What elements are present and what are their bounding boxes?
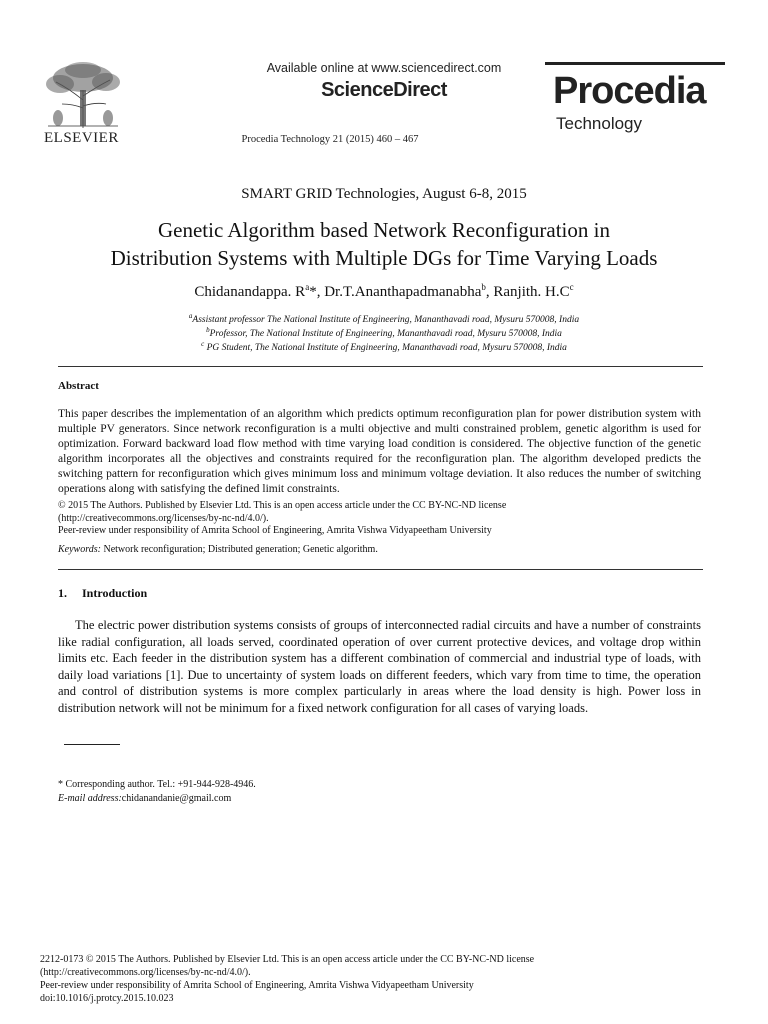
introduction-body: The electric power distribution systems consists of groups of interconnected radial circuits and have a number of constraints like radial configuration, all loads served, coordinated operation of over current protective devices, and voltage drop within limits etc. Each feeder in the distribution system has a different combination of commercial and industrial type of loads, with daily load variations [1]. Due to uncertainty of system loads on different feeders, which vary from time to time, the operation and control of distribution systems is more complex particularly in areas where the load density is high. Power loss in distribution network will not be minimum for a fixed network configuration for all cases of varying loads. xyxy=(58,618,701,715)
copyright-line-1: © 2015 The Authors. Published by Elsevier Ltd. This is an open access article under the CC BY-NC-ND license xyxy=(58,500,507,511)
license-link[interactable]: (http://creativecommons.org/licenses/by-nc-nd/4.0/). xyxy=(58,513,269,524)
footnote-rule xyxy=(64,744,120,745)
affiliation-a xyxy=(0,312,768,325)
affiliation-a-sup: a xyxy=(188,312,193,320)
affiliation-b xyxy=(0,326,768,339)
conference-line: SMART GRID Technologies, August 6-8, 2015 xyxy=(241,186,527,202)
author-2-sup: b xyxy=(481,282,486,292)
section-number: 1. xyxy=(58,586,67,600)
paper-title xyxy=(40,216,728,272)
footer-peer-review: Peer-review under responsibility of Amrita School of Engineering, Amrita Vishwa Vidyapeetham University xyxy=(40,980,474,991)
journal-logo-sub: Technology xyxy=(556,114,643,133)
sciencedirect-logo: ScienceDirect xyxy=(321,79,447,101)
section-heading-introduction xyxy=(58,586,147,601)
affiliation-c xyxy=(0,340,768,353)
author-1-sup: a xyxy=(305,282,310,292)
email-label: E-mail address: xyxy=(58,793,122,804)
affiliation-b-text: Professor, The National Institute of Engineering, Mananthavadi road, Mysuru 570008, India xyxy=(209,329,562,340)
affiliation-a-text: Assistant professor The National Institute of Engineering, Mananthavadi road, Mysuru 570008, India xyxy=(192,315,580,326)
email-note xyxy=(58,793,231,804)
footer-copyright: 2212-0173 © 2015 The Authors. Published by Elsevier Ltd. This is an open access article under the CC BY-NC-ND license xyxy=(40,954,535,965)
author-3: Ranjith. H.C xyxy=(493,284,570,300)
keywords xyxy=(58,544,378,557)
keywords-text: Network reconfiguration; Distributed generation; Genetic algorithm. xyxy=(100,544,378,555)
footer-doi[interactable]: doi:10.1016/j.protcy.2015.10.023 xyxy=(40,993,174,1004)
affiliation-c-sup: c xyxy=(201,340,205,348)
title-line-2: Distribution Systems with Multiple DGs for Time Varying Loads xyxy=(110,246,658,270)
abstract-body: This paper describes the implementation of an algorithm which predicts optimum reconfiguration plan for power distribution system with multiple PV generators. Since network reconfiguration is a multi objective and multi constrained problem, genetic algorithm is used for optimization. Forward backward load flow method with time varying load condition is considered. The objective function of the genetic algorithm incorporates all the objectives and constraints required for the reconfiguration plan. The algorithm developed predicts the switching pattern for reconfiguration which gives minimum loss and minimum voltage deviation. It also reduces the number of switching operations along with satisfying the defined limit constraints. xyxy=(58,408,701,495)
author-2: Dr.T.Ananthapadmanabha xyxy=(324,284,482,300)
peer-review-note: Peer-review under responsibility of Amrita School of Engineering, Amrita Vishwa Vidyapeetham University xyxy=(58,525,492,536)
author-list xyxy=(0,282,768,301)
section-title: Introduction xyxy=(82,586,148,600)
journal-citation: Procedia Technology 21 (2015) 460 – 467 xyxy=(241,134,419,145)
author-separator: , xyxy=(485,284,494,300)
corresponding-author-note: * Corresponding author. Tel.: +91-944-928-4946. xyxy=(58,779,256,790)
email-address[interactable]: chidanandanie@gmail.com xyxy=(121,793,232,804)
keywords-label: Keywords: xyxy=(58,544,101,555)
abstract-bottom-rule xyxy=(58,569,703,570)
author-1: Chidanandappa. R xyxy=(194,284,306,300)
author-3-sup: c xyxy=(569,282,574,292)
title-line-1: Genetic Algorithm based Network Reconfiguration in xyxy=(158,218,610,242)
abstract-heading: Abstract xyxy=(58,380,99,392)
publisher-logo-text: ELSEVIER xyxy=(44,130,119,146)
affiliation-c-text: PG Student, The National Institute of Engineering, Mananthavadi road, Mysuru 570008, India xyxy=(204,343,567,354)
available-online-text: Available online at www.sciencedirect.com xyxy=(266,61,502,75)
corresponding-mark: *, xyxy=(309,284,325,300)
journal-logo-main: Procedia xyxy=(553,70,706,112)
affiliation-b-sup: b xyxy=(206,326,210,334)
abstract-top-rule xyxy=(58,366,703,367)
footer-license-link[interactable]: (http://creativecommons.org/licenses/by-nc-nd/4.0/). xyxy=(40,967,251,978)
